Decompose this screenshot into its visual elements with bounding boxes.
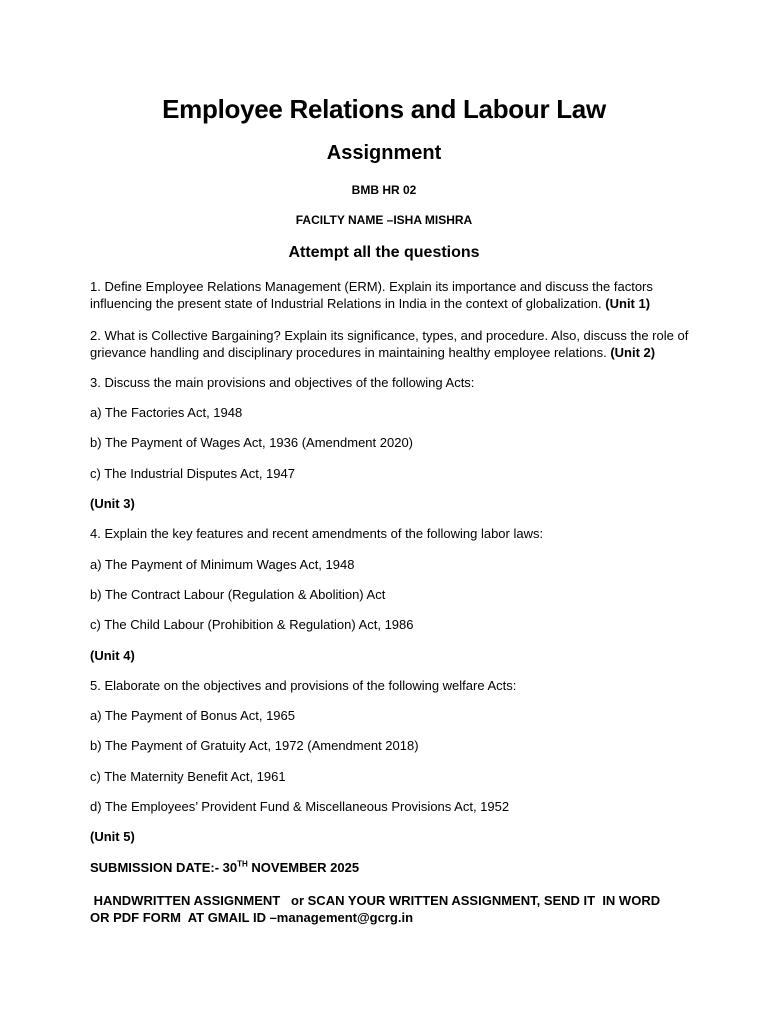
question-4-item-a: a) The Payment of Minimum Wages Act, 1948 [90, 557, 355, 572]
question-2-unit: (Unit 2) [610, 345, 656, 360]
document-subtitle: Assignment [326, 142, 442, 164]
question-5-text: 5. Elaborate on the objectives and provisions of the following welfare Acts: [90, 678, 517, 693]
submission-instructions: HANDWRITTEN ASSIGNMENT or SCAN YOUR WRITTEN ASSIGNMENT, SEND IT IN WORD OR PDF FORM AT GMAIL ID –management@gcrg.in [90, 893, 664, 925]
course-code: BMB HR 02 [351, 183, 417, 197]
question-4-item-c: c) The Child Labour (Prohibition & Regulation) Act, 1986 [90, 617, 414, 632]
faculty-name: FACILTY NAME –ISHA MISHRA [295, 213, 473, 227]
submission-date-label: SUBMISSION DATE:- 30 [90, 860, 238, 875]
question-5-item-b: b) The Payment of Gratuity Act, 1972 (Amendment 2018) [90, 738, 419, 753]
question-3-text: 3. Discuss the main provisions and objectives of the following Acts: [90, 375, 475, 390]
question-1 [90, 278, 690, 312]
submission-date [90, 859, 690, 876]
question-5-unit: (Unit 5) [90, 829, 135, 844]
question-2-text: 2. What is Collective Bargaining? Explain its significance, types, and procedure. Also, discuss the role of grievance handling and disciplinary procedures in maintaining healthy employee relations. [90, 328, 689, 360]
question-1-text: 1. Define Employee Relations Management (ERM). Explain its importance and discuss the factors influencing the present state of Industrial Relations in India in the context of globalization. [90, 279, 653, 311]
question-2 [90, 327, 690, 361]
question-4-unit: (Unit 4) [90, 648, 135, 663]
question-3-item-a: a) The Factories Act, 1948 [90, 405, 243, 420]
question-3-unit: (Unit 3) [90, 496, 135, 511]
instruction-heading: Attempt all the questions [288, 244, 480, 261]
question-3-item-c: c) The Industrial Disputes Act, 1947 [90, 466, 295, 481]
question-4-text: 4. Explain the key features and recent amendments of the following labor laws: [90, 526, 544, 541]
submission-date-superscript: TH [237, 859, 248, 869]
document-title: Employee Relations and Labour Law [162, 94, 606, 124]
question-4-item-b: b) The Contract Labour (Regulation & Abolition) Act [90, 587, 386, 602]
submission-date-rest: NOVEMBER 2025 [247, 860, 360, 875]
question-1-unit: (Unit 1) [605, 296, 651, 311]
question-5-item-a: a) The Payment of Bonus Act, 1965 [90, 708, 295, 723]
question-3-item-b: b) The Payment of Wages Act, 1936 (Amendment 2020) [90, 435, 414, 450]
question-5-item-d: d) The Employees’ Provident Fund & Miscellaneous Provisions Act, 1952 [90, 799, 510, 814]
question-5-item-c: c) The Maternity Benefit Act, 1961 [90, 769, 286, 784]
